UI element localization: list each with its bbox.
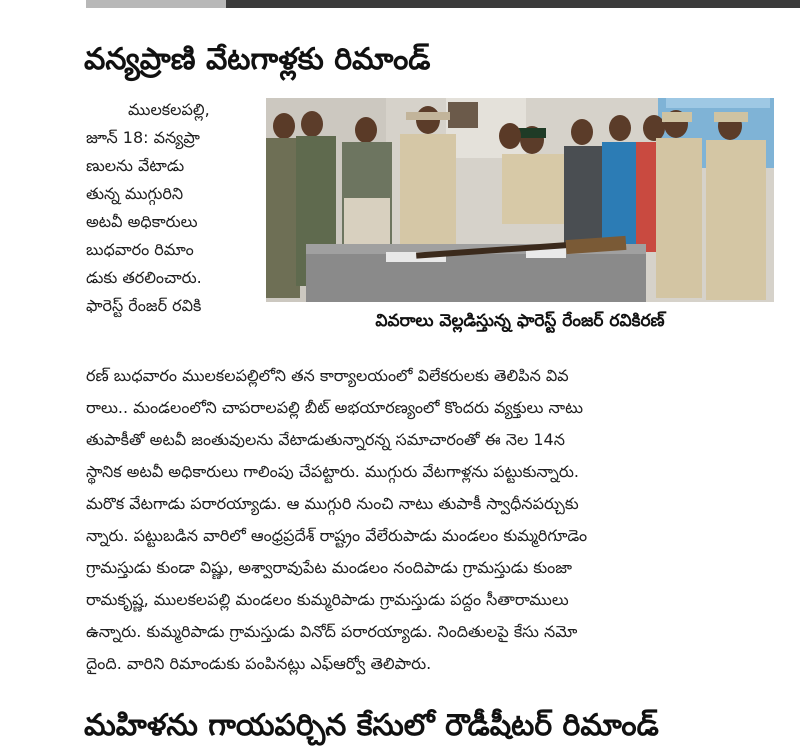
body-line: ఉన్నారు. కుమ్మరిపాడు గ్రామస్తుడు వినోద్ పరారయ్యాడు. నిందితులపై కేసు నమో [86, 622, 578, 641]
body-line: ణులను వేటాడు [86, 156, 185, 175]
article-headline: వన్యప్రాణి వేటగాళ్లకు రిమాండ్ [84, 42, 431, 77]
photo-caption: వివరాలు వెల్లడిస్తున్న ఫారెస్ట్ రేంజర్ రవికిరణ్ [375, 311, 665, 331]
body-line: తున్న ముగ్గురిని [86, 184, 184, 203]
top-rule [0, 0, 800, 10]
body-line: న్నారు. పట్టుబడిన వారిలో ఆంధ్రప్రదేశ్ రాష్ట్రం వేలేరుపాడు మండలం కుమ్మరిగూడెం [86, 526, 588, 545]
body-line: బుధవారం రిమాం [86, 240, 194, 259]
top-rule-gray [86, 0, 226, 8]
body-line: డుకు తరలించారు. [86, 268, 202, 287]
article-photo [266, 98, 774, 302]
body-line: ఫారెస్ట్ రేంజర్ రవికి [86, 296, 202, 315]
body-line: రాలు.. మండలంలోని చాపరాలపల్లి బీట్ అభయారణ్యంలో కొందరు వ్యక్తులు నాటు [86, 398, 584, 417]
body-line: స్థానిక అటవీ అధికారులు గాలింపు చేపట్టారు. ముగ్గురు వేటగాళ్లను పట్టుకున్నారు. [86, 462, 579, 481]
body-line: గ్రామస్తుడు కుండా విష్ణు, అశ్వారావుపేట మండలం నందిపాడు గ్రామస్తుడు కుంజా [86, 558, 572, 577]
body-line: తుపాకీతో అటవీ జంతువులను వేటాడుతున్నారన్న సమాచారంతో ఈ నెల 14న [86, 430, 565, 449]
next-article-headline: మహిళను గాయపర్చిన కేసులో రౌడీషీటర్ రిమాండ్ [84, 708, 659, 743]
body-line: అటవీ అధికారులు [86, 212, 198, 231]
body-line: రామకృష్ణ, ములకలపల్లి మండలం కుమ్మరిపాడు గ్రామస్తుడు పద్దం సీతారాములు [86, 590, 569, 609]
top-rule-dark [226, 0, 800, 8]
body-line: జూన్ 18: వన్యప్రా [86, 128, 200, 147]
body-line: దైంది. వారిని రిమాండుకు పంపినట్లు ఎఫ్ఆర్వో తెలిపారు. [86, 654, 432, 673]
body-line: రణ్ బుధవారం ములకలపల్లిలోని తన కార్యాలయంలో విలేకరులకు తెలిపిన వివ [86, 366, 569, 385]
body-line: ములకలపల్లి, [128, 100, 210, 119]
body-line: మరొక వేటగాడు పరారయ్యాడు. ఆ ముగ్గురి నుంచి నాటు తుపాకీ స్వాధీనపర్చుకు [86, 494, 579, 513]
